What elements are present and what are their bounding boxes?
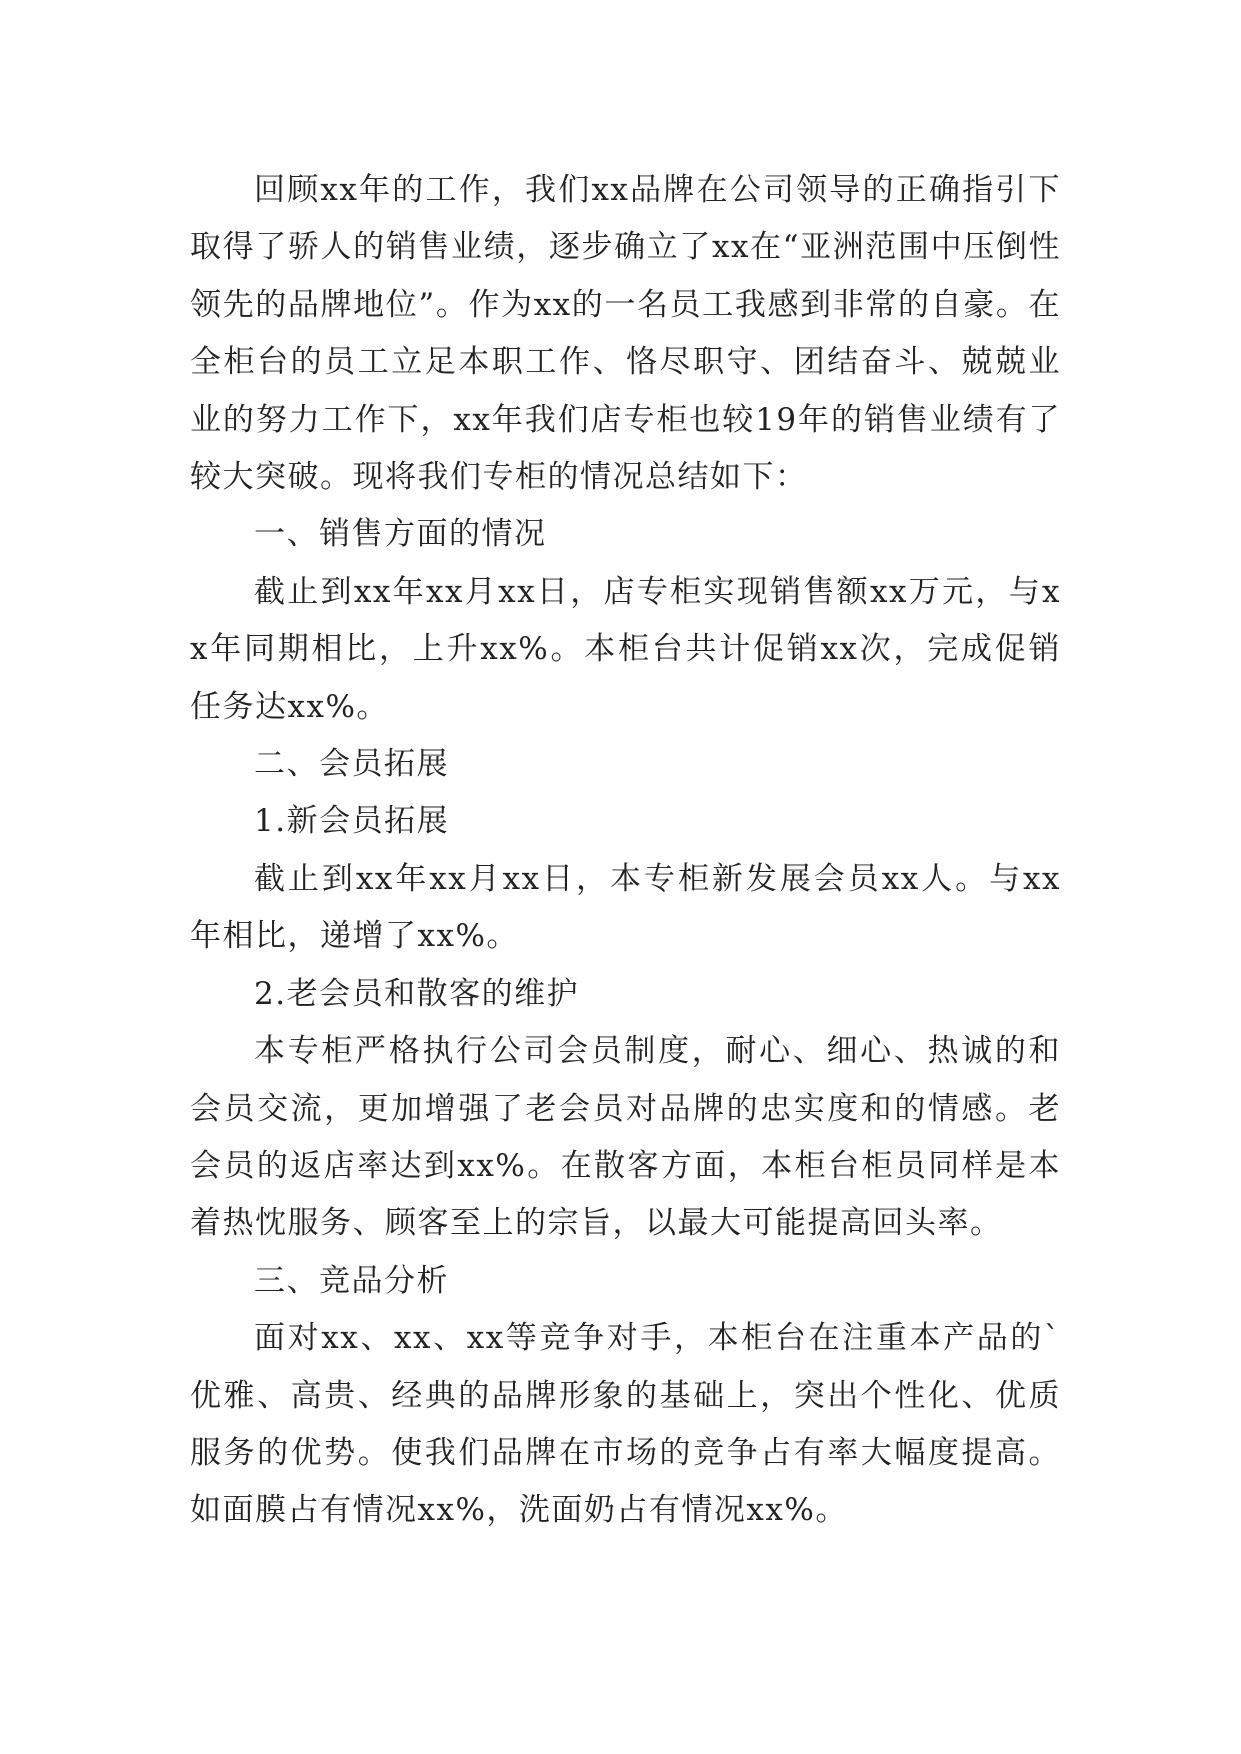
new-members-paragraph: 截止到xx年xx月xx日，本专柜新发展会员xx人。与xx年相比，递增了xx%。: [190, 860, 1061, 955]
subheading-old-members: 2.老会员和散客的维护: [254, 975, 580, 1012]
sales-paragraph: 截止到xx年xx月xx日，店专柜实现销售额xx万元，与xx年同期相比，上升xx%。本柜台共计促销xx次，完成促销任务达xx%。: [190, 573, 1061, 725]
section-heading-members: 二、会员拓展: [254, 746, 449, 783]
intro-paragraph: 回顾xx年的工作，我们xx品牌在公司领导的正确指引下取得了骄人的销售业绩，逐步确立了xx在“亚洲范围中压倒性领先的品牌地位”。作为xx的一名员工我感到非常的自豪。在全柜台的员工立足本职工作、恪尽职守、团结奋斗、兢兢业业的努力工作下，xx年我们店专柜也较19年的销售业绩有了较大突破。现将我们专柜的情况总结如下：: [190, 172, 1061, 496]
section-heading-competition: 三、竞品分析: [254, 1262, 449, 1299]
old-members-paragraph: 本专柜严格执行公司会员制度，耐心、细心、热诚的和会员交流，更加增强了老会员对品牌的忠实度和的情感。老会员的返店率达到xx%。在散客方面，本柜台柜员同样是本着热忱服务、顾客至上的宗旨，以最大可能提高回头率。: [190, 1033, 1061, 1242]
section-heading-sales: 一、销售方面的情况: [254, 516, 547, 553]
competition-paragraph: 面对xx、xx、xx等竞争对手，本柜台在注重本产品的`优雅、高贵、经典的品牌形象的基础上，突出个性化、优质服务的优势。使我们品牌在市场的竞争占有率大幅度提高。如面膜占有情况xx%，洗面奶占有情况xx%。: [190, 1320, 1061, 1529]
subheading-new-members: 1.新会员拓展: [254, 803, 450, 840]
